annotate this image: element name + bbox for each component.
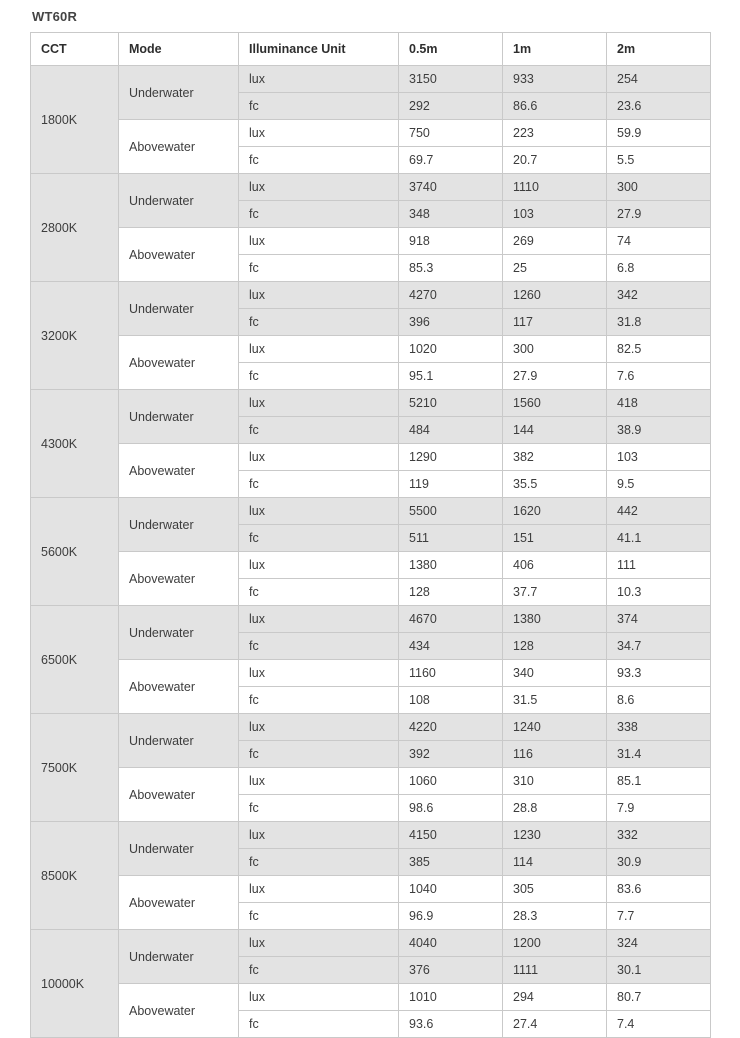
cell-mode: Underwater [119, 498, 239, 552]
table-row [31, 552, 711, 579]
cell-mode: Abovewater [119, 552, 239, 606]
cell-value-d3: 34.7 [607, 633, 711, 660]
cell-value-d3: 82.5 [607, 336, 711, 363]
table-header-row [31, 33, 711, 66]
cell-value-d3: 74 [607, 228, 711, 255]
cell-value-d1: 98.6 [399, 795, 503, 822]
cell-value-d3: 83.6 [607, 876, 711, 903]
cell-illuminance-unit: lux [239, 930, 399, 957]
cell-illuminance-unit: lux [239, 336, 399, 363]
cell-value-d2: 28.3 [503, 903, 607, 930]
cell-value-d2: 1560 [503, 390, 607, 417]
cell-value-d3: 418 [607, 390, 711, 417]
cell-value-d1: 376 [399, 957, 503, 984]
cell-cct: 10000K [31, 930, 119, 1038]
cell-illuminance-unit: lux [239, 174, 399, 201]
cell-value-d2: 340 [503, 660, 607, 687]
cell-value-d2: 27.4 [503, 1011, 607, 1038]
table-row [31, 498, 711, 525]
cell-value-d2: 25 [503, 255, 607, 282]
cell-value-d1: 4270 [399, 282, 503, 309]
cell-value-d1: 128 [399, 579, 503, 606]
cell-value-d1: 1010 [399, 984, 503, 1011]
cell-cct: 7500K [31, 714, 119, 822]
cell-value-d2: 86.6 [503, 93, 607, 120]
cell-value-d1: 5500 [399, 498, 503, 525]
cell-illuminance-unit: fc [239, 147, 399, 174]
cell-value-d2: 300 [503, 336, 607, 363]
cell-value-d3: 10.3 [607, 579, 711, 606]
cell-value-d3: 111 [607, 552, 711, 579]
cell-value-d2: 294 [503, 984, 607, 1011]
cell-value-d1: 108 [399, 687, 503, 714]
cell-value-d1: 69.7 [399, 147, 503, 174]
cell-mode: Abovewater [119, 768, 239, 822]
cell-cct: 8500K [31, 822, 119, 930]
cell-value-d1: 5210 [399, 390, 503, 417]
cell-illuminance-unit: fc [239, 93, 399, 120]
cell-value-d1: 95.1 [399, 363, 503, 390]
cell-value-d2: 223 [503, 120, 607, 147]
cell-value-d3: 103 [607, 444, 711, 471]
cell-value-d2: 382 [503, 444, 607, 471]
table-row [31, 66, 711, 93]
cell-value-d1: 385 [399, 849, 503, 876]
cell-value-d3: 338 [607, 714, 711, 741]
cell-value-d1: 392 [399, 741, 503, 768]
cell-value-d3: 93.3 [607, 660, 711, 687]
cell-value-d3: 9.5 [607, 471, 711, 498]
cell-value-d3: 7.6 [607, 363, 711, 390]
column-header-illuminance-unit: Illuminance Unit [239, 33, 399, 66]
cell-illuminance-unit: fc [239, 687, 399, 714]
cell-value-d1: 119 [399, 471, 503, 498]
cell-value-d1: 511 [399, 525, 503, 552]
cell-value-d3: 30.1 [607, 957, 711, 984]
cell-value-d1: 4150 [399, 822, 503, 849]
cell-mode: Abovewater [119, 444, 239, 498]
column-header-cct: CCT [31, 33, 119, 66]
cell-value-d1: 396 [399, 309, 503, 336]
cell-value-d2: 144 [503, 417, 607, 444]
cell-illuminance-unit: fc [239, 471, 399, 498]
cell-value-d1: 1380 [399, 552, 503, 579]
cell-illuminance-unit: lux [239, 822, 399, 849]
cell-mode: Underwater [119, 282, 239, 336]
cell-illuminance-unit: fc [239, 795, 399, 822]
cell-value-d1: 3740 [399, 174, 503, 201]
cell-illuminance-unit: lux [239, 606, 399, 633]
table-row [31, 174, 711, 201]
table-row [31, 822, 711, 849]
cell-value-d3: 7.9 [607, 795, 711, 822]
cell-value-d2: 1240 [503, 714, 607, 741]
cell-illuminance-unit: lux [239, 876, 399, 903]
cell-illuminance-unit: lux [239, 768, 399, 795]
cell-value-d1: 1020 [399, 336, 503, 363]
cell-mode: Underwater [119, 822, 239, 876]
cell-illuminance-unit: fc [239, 849, 399, 876]
table-row [31, 768, 711, 795]
cell-mode: Abovewater [119, 336, 239, 390]
table-row [31, 876, 711, 903]
cell-illuminance-unit: lux [239, 660, 399, 687]
cell-mode: Underwater [119, 390, 239, 444]
column-header-mode: Mode [119, 33, 239, 66]
cell-value-d1: 93.6 [399, 1011, 503, 1038]
cell-mode: Abovewater [119, 120, 239, 174]
cell-value-d3: 41.1 [607, 525, 711, 552]
cell-cct: 4300K [31, 390, 119, 498]
cell-value-d3: 374 [607, 606, 711, 633]
cell-value-d2: 128 [503, 633, 607, 660]
cell-illuminance-unit: lux [239, 498, 399, 525]
cell-value-d2: 406 [503, 552, 607, 579]
column-header-distance-2m: 2m [607, 33, 711, 66]
cell-value-d3: 30.9 [607, 849, 711, 876]
cell-value-d3: 342 [607, 282, 711, 309]
cell-cct: 6500K [31, 606, 119, 714]
cell-value-d3: 300 [607, 174, 711, 201]
column-header-distance-1m: 1m [503, 33, 607, 66]
cell-value-d1: 918 [399, 228, 503, 255]
cell-value-d3: 254 [607, 66, 711, 93]
cell-value-d2: 269 [503, 228, 607, 255]
table-row [31, 390, 711, 417]
cell-cct: 2800K [31, 174, 119, 282]
cell-illuminance-unit: lux [239, 66, 399, 93]
cell-illuminance-unit: lux [239, 984, 399, 1011]
cell-value-d1: 484 [399, 417, 503, 444]
cell-value-d3: 38.9 [607, 417, 711, 444]
cell-illuminance-unit: fc [239, 633, 399, 660]
cell-illuminance-unit: lux [239, 282, 399, 309]
page-title: WT60R [32, 9, 78, 24]
table-row [31, 930, 711, 957]
cell-value-d1: 348 [399, 201, 503, 228]
cell-mode: Underwater [119, 606, 239, 660]
cell-value-d3: 31.4 [607, 741, 711, 768]
cell-value-d1: 1290 [399, 444, 503, 471]
cell-value-d2: 305 [503, 876, 607, 903]
cell-value-d3: 6.8 [607, 255, 711, 282]
cell-cct: 1800K [31, 66, 119, 174]
cell-mode: Abovewater [119, 228, 239, 282]
table-row [31, 714, 711, 741]
cell-value-d1: 750 [399, 120, 503, 147]
cell-value-d3: 7.4 [607, 1011, 711, 1038]
cell-value-d1: 292 [399, 93, 503, 120]
cell-illuminance-unit: fc [239, 957, 399, 984]
cell-illuminance-unit: fc [239, 525, 399, 552]
cell-illuminance-unit: lux [239, 714, 399, 741]
cell-value-d2: 1111 [503, 957, 607, 984]
cell-mode: Abovewater [119, 660, 239, 714]
cell-value-d2: 27.9 [503, 363, 607, 390]
cell-value-d3: 324 [607, 930, 711, 957]
table-row [31, 282, 711, 309]
cell-value-d2: 310 [503, 768, 607, 795]
cell-value-d2: 1110 [503, 174, 607, 201]
table-header [31, 33, 711, 66]
cell-illuminance-unit: lux [239, 552, 399, 579]
table-body [31, 66, 711, 1038]
cell-mode: Underwater [119, 930, 239, 984]
cell-illuminance-unit: fc [239, 417, 399, 444]
cell-illuminance-unit: lux [239, 444, 399, 471]
cell-value-d2: 103 [503, 201, 607, 228]
cell-value-d2: 151 [503, 525, 607, 552]
cell-illuminance-unit: fc [239, 309, 399, 336]
cell-value-d3: 7.7 [607, 903, 711, 930]
column-header-distance-0_5m: 0.5m [399, 33, 503, 66]
cell-value-d3: 23.6 [607, 93, 711, 120]
cell-value-d2: 1620 [503, 498, 607, 525]
cell-cct: 3200K [31, 282, 119, 390]
cell-value-d1: 1060 [399, 768, 503, 795]
cell-value-d1: 1040 [399, 876, 503, 903]
illuminance-table [30, 32, 711, 1038]
cell-value-d2: 28.8 [503, 795, 607, 822]
cell-illuminance-unit: fc [239, 903, 399, 930]
table-row [31, 120, 711, 147]
cell-value-d3: 59.9 [607, 120, 711, 147]
cell-value-d3: 442 [607, 498, 711, 525]
cell-illuminance-unit: lux [239, 390, 399, 417]
cell-illuminance-unit: fc [239, 1011, 399, 1038]
cell-value-d2: 116 [503, 741, 607, 768]
cell-illuminance-unit: fc [239, 201, 399, 228]
cell-value-d2: 933 [503, 66, 607, 93]
cell-value-d1: 85.3 [399, 255, 503, 282]
table-row [31, 336, 711, 363]
cell-value-d2: 1200 [503, 930, 607, 957]
cell-value-d1: 434 [399, 633, 503, 660]
cell-illuminance-unit: fc [239, 579, 399, 606]
cell-illuminance-unit: lux [239, 228, 399, 255]
cell-value-d2: 31.5 [503, 687, 607, 714]
table-row [31, 660, 711, 687]
cell-value-d1: 4040 [399, 930, 503, 957]
cell-illuminance-unit: fc [239, 255, 399, 282]
table-row [31, 444, 711, 471]
cell-value-d2: 114 [503, 849, 607, 876]
cell-value-d2: 1380 [503, 606, 607, 633]
cell-value-d2: 35.5 [503, 471, 607, 498]
cell-value-d1: 1160 [399, 660, 503, 687]
cell-value-d3: 27.9 [607, 201, 711, 228]
cell-value-d1: 3150 [399, 66, 503, 93]
cell-value-d3: 8.6 [607, 687, 711, 714]
cell-illuminance-unit: fc [239, 741, 399, 768]
cell-value-d1: 4220 [399, 714, 503, 741]
cell-value-d2: 20.7 [503, 147, 607, 174]
cell-value-d3: 332 [607, 822, 711, 849]
cell-value-d2: 117 [503, 309, 607, 336]
cell-value-d3: 80.7 [607, 984, 711, 1011]
cell-value-d3: 5.5 [607, 147, 711, 174]
cell-value-d1: 96.9 [399, 903, 503, 930]
cell-mode: Abovewater [119, 984, 239, 1038]
cell-value-d3: 31.8 [607, 309, 711, 336]
cell-value-d2: 37.7 [503, 579, 607, 606]
cell-value-d2: 1260 [503, 282, 607, 309]
cell-mode: Abovewater [119, 876, 239, 930]
cell-illuminance-unit: lux [239, 120, 399, 147]
cell-illuminance-unit: fc [239, 363, 399, 390]
table-row [31, 984, 711, 1011]
cell-value-d3: 85.1 [607, 768, 711, 795]
cell-mode: Underwater [119, 714, 239, 768]
cell-cct: 5600K [31, 498, 119, 606]
cell-value-d1: 4670 [399, 606, 503, 633]
cell-mode: Underwater [119, 66, 239, 120]
table-row [31, 606, 711, 633]
table-row [31, 228, 711, 255]
cell-value-d2: 1230 [503, 822, 607, 849]
cell-mode: Underwater [119, 174, 239, 228]
